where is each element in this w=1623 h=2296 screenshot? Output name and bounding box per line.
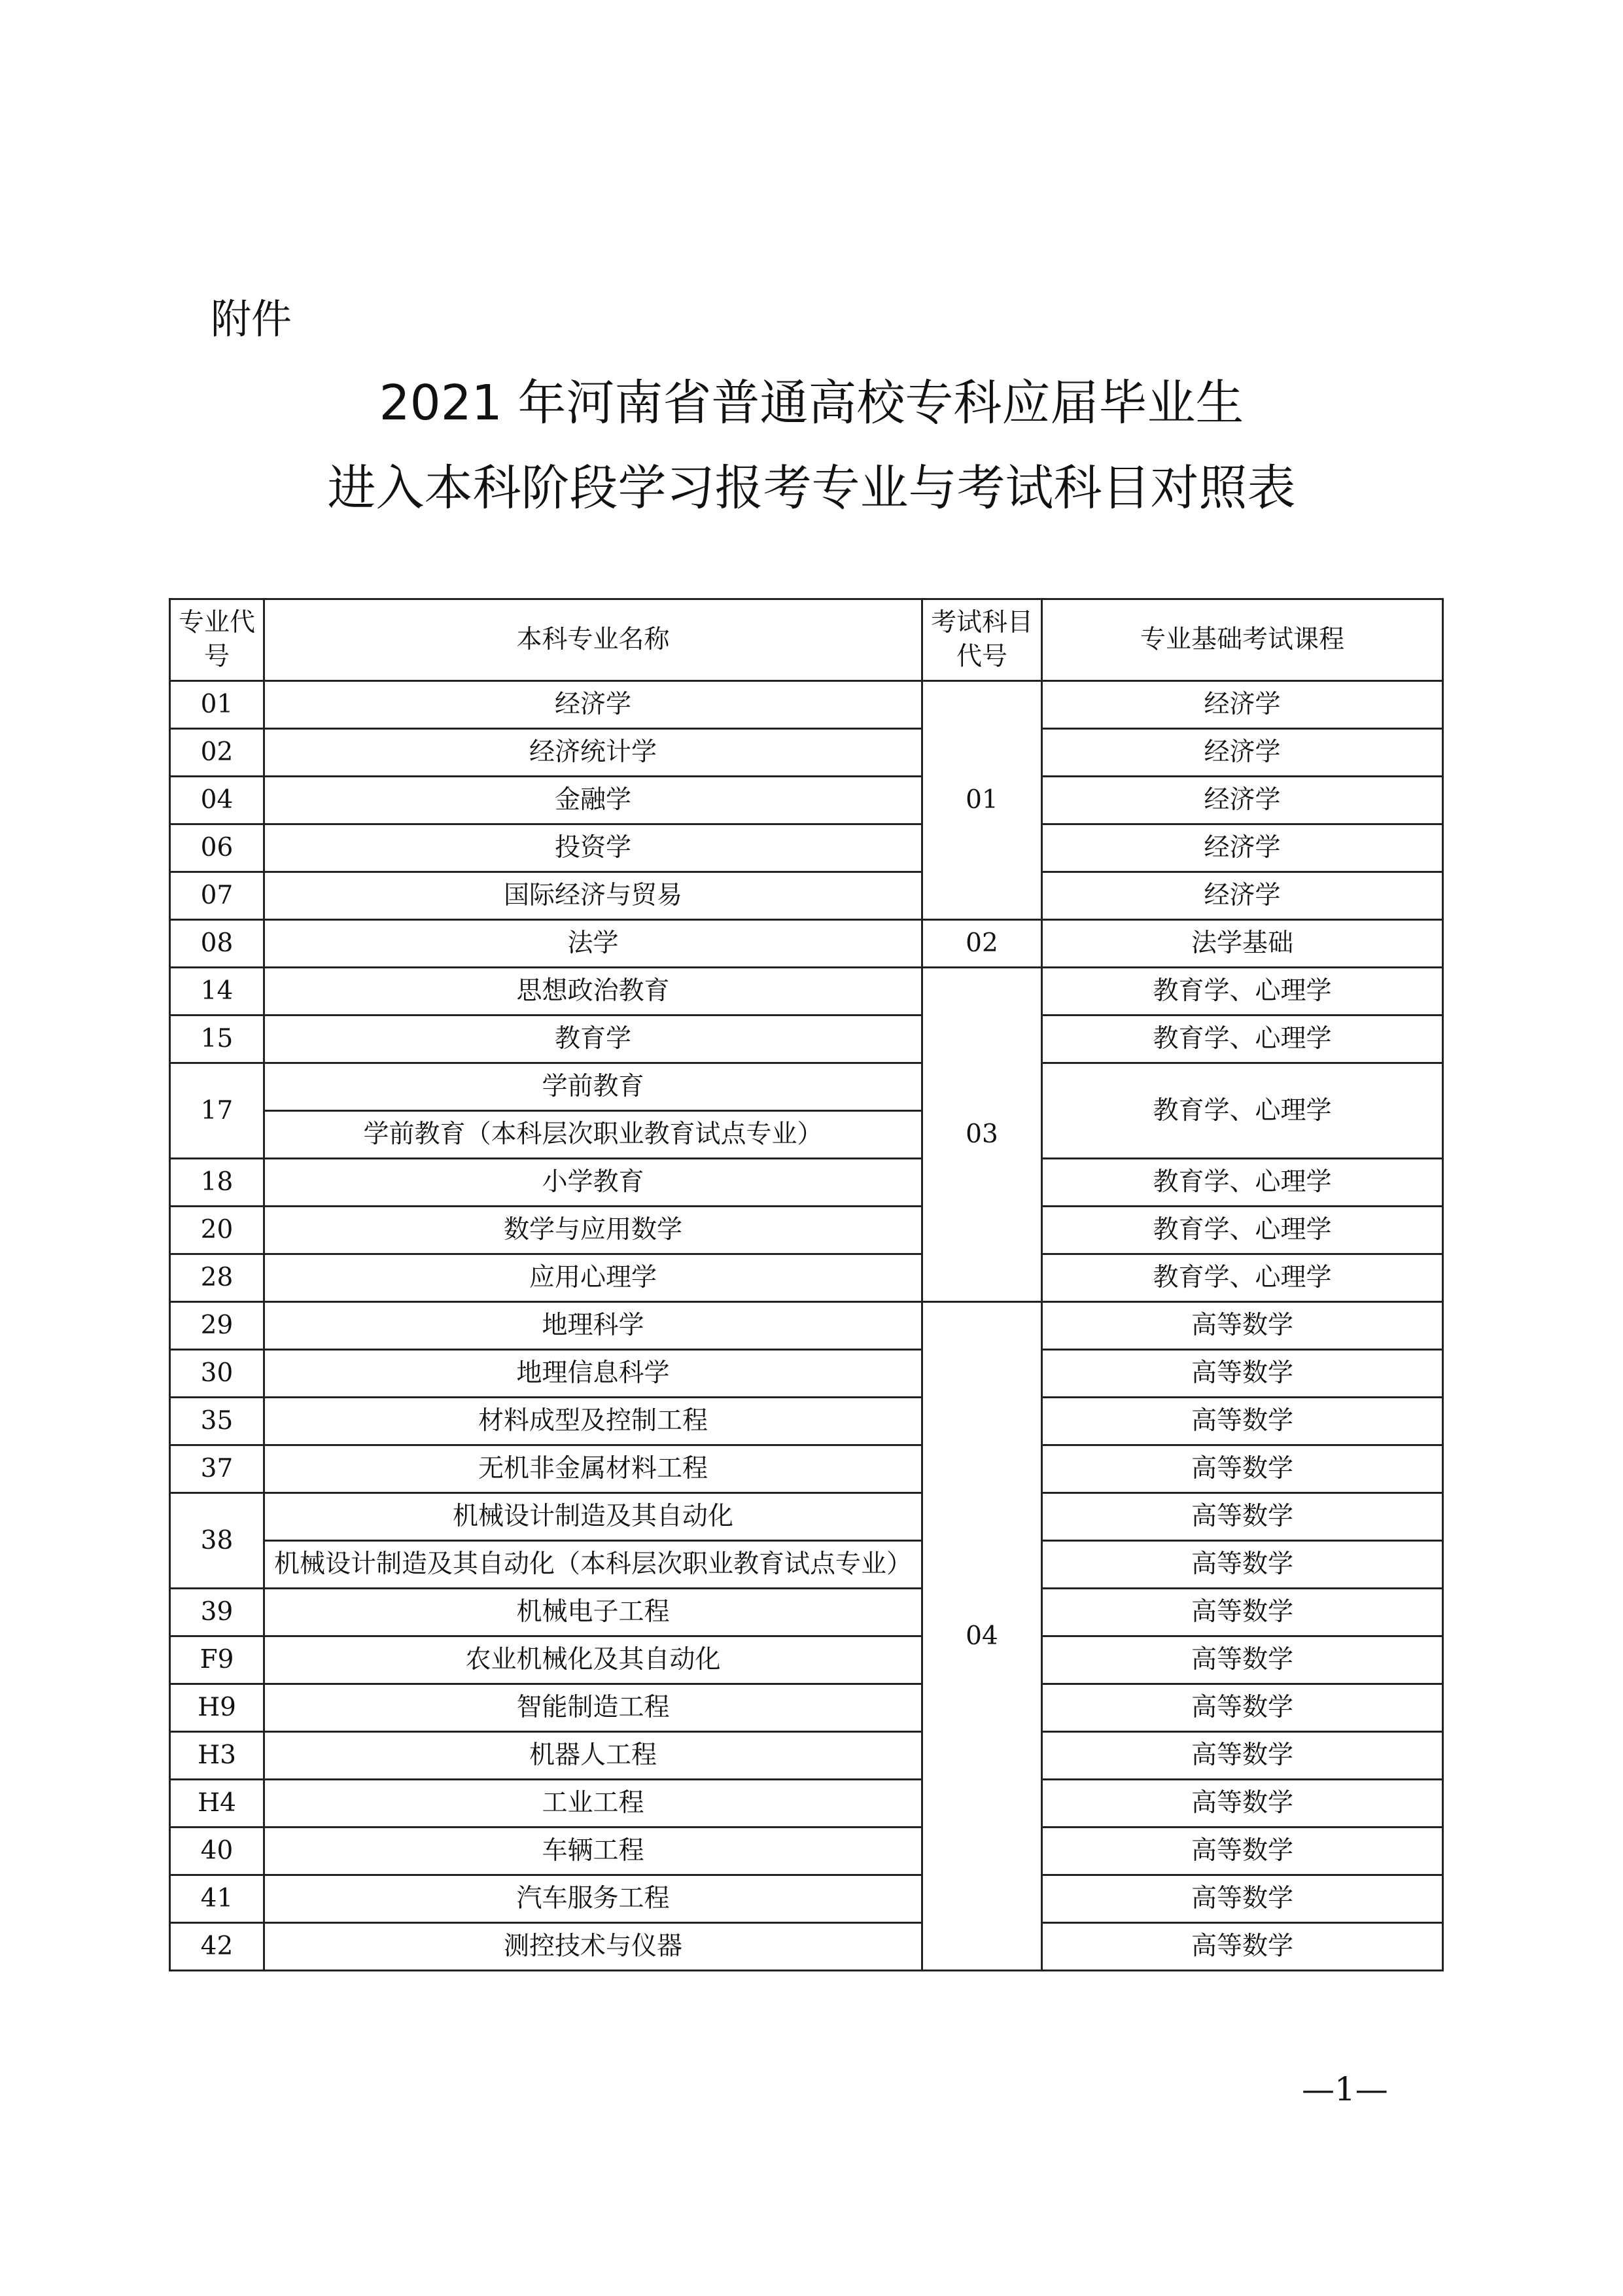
major-code: 01 xyxy=(170,681,264,729)
exam-course: 高等数学 xyxy=(1042,1732,1443,1780)
document-title-line1: 2021 年河南省普通高校专科应届毕业生 xyxy=(379,375,1244,431)
exam-course: 高等数学 xyxy=(1042,1923,1443,1971)
major-code: 38 xyxy=(170,1493,264,1589)
major-name: 地理科学 xyxy=(264,1302,922,1350)
major-name: 测控技术与仪器 xyxy=(264,1923,922,1971)
major-subject-table xyxy=(169,598,1444,1971)
major-name: 经济统计学 xyxy=(264,729,922,777)
major-code: 40 xyxy=(170,1828,264,1875)
exam-course: 教育学、心理学 xyxy=(1042,1159,1443,1207)
major-code: 04 xyxy=(170,777,264,824)
major-code: 30 xyxy=(170,1350,264,1398)
table-row xyxy=(170,1159,1443,1207)
major-code: F9 xyxy=(170,1636,264,1684)
header-subject-code: 考试科目代号 xyxy=(922,599,1042,681)
exam-course: 高等数学 xyxy=(1042,1875,1443,1923)
table-row xyxy=(170,1254,1443,1302)
table-row xyxy=(170,1875,1443,1923)
exam-course: 经济学 xyxy=(1042,729,1443,777)
major-code: 28 xyxy=(170,1254,264,1302)
major-code: 20 xyxy=(170,1207,264,1254)
exam-course: 教育学、心理学 xyxy=(1042,1254,1443,1302)
major-code: 15 xyxy=(170,1016,264,1063)
exam-course: 经济学 xyxy=(1042,681,1443,729)
table-row xyxy=(170,1063,1443,1111)
major-name: 思想政治教育 xyxy=(264,968,922,1016)
exam-course: 高等数学 xyxy=(1042,1684,1443,1732)
major-code: H4 xyxy=(170,1780,264,1828)
major-code: 35 xyxy=(170,1398,264,1445)
major-name: 金融学 xyxy=(264,777,922,824)
major-name: 学前教育 xyxy=(264,1063,922,1111)
exam-course: 高等数学 xyxy=(1042,1493,1443,1541)
attachment-label: 附件 xyxy=(211,295,292,343)
exam-course: 高等数学 xyxy=(1042,1398,1443,1445)
table-row xyxy=(170,1445,1443,1493)
table-row xyxy=(170,1016,1443,1063)
table-row xyxy=(170,1732,1443,1780)
table-row xyxy=(170,1684,1443,1732)
major-name: 数学与应用数学 xyxy=(264,1207,922,1254)
major-name: 机械设计制造及其自动化 xyxy=(264,1493,922,1541)
major-code: 02 xyxy=(170,729,264,777)
major-name: 机器人工程 xyxy=(264,1732,922,1780)
major-name: 机械电子工程 xyxy=(264,1589,922,1636)
header-name: 本科专业名称 xyxy=(264,599,922,681)
major-name: 农业机械化及其自动化 xyxy=(264,1636,922,1684)
exam-course: 经济学 xyxy=(1042,824,1443,872)
table-row xyxy=(170,824,1443,872)
major-code: 37 xyxy=(170,1445,264,1493)
major-name: 教育学 xyxy=(264,1016,922,1063)
major-name: 学前教育（本科层次职业教育试点专业） xyxy=(264,1111,922,1159)
major-name: 智能制造工程 xyxy=(264,1684,922,1732)
major-name: 汽车服务工程 xyxy=(264,1875,922,1923)
major-name: 投资学 xyxy=(264,824,922,872)
major-code: 42 xyxy=(170,1923,264,1971)
exam-course: 高等数学 xyxy=(1042,1828,1443,1875)
major-name: 法学 xyxy=(264,920,922,968)
exam-course: 高等数学 xyxy=(1042,1445,1443,1493)
table-row xyxy=(170,1923,1443,1971)
major-code: 08 xyxy=(170,920,264,968)
major-code: 39 xyxy=(170,1589,264,1636)
exam-course: 高等数学 xyxy=(1042,1589,1443,1636)
major-code: 14 xyxy=(170,968,264,1016)
major-code: 29 xyxy=(170,1302,264,1350)
exam-course: 法学基础 xyxy=(1042,920,1443,968)
exam-course: 经济学 xyxy=(1042,872,1443,920)
table-row xyxy=(170,1207,1443,1254)
table-row xyxy=(170,1302,1443,1350)
table-row xyxy=(170,1589,1443,1636)
major-code: H9 xyxy=(170,1684,264,1732)
table-row xyxy=(170,1828,1443,1875)
document-title-line2: 进入本科阶段学习报考专业与考试科目对照表 xyxy=(327,460,1296,516)
table-row xyxy=(170,1780,1443,1828)
table-row xyxy=(170,1493,1443,1541)
exam-course: 经济学 xyxy=(1042,777,1443,824)
major-name: 工业工程 xyxy=(264,1780,922,1828)
table-row xyxy=(170,729,1443,777)
major-code: 17 xyxy=(170,1063,264,1159)
major-code: 41 xyxy=(170,1875,264,1923)
exam-course: 教育学、心理学 xyxy=(1042,968,1443,1016)
major-code: 06 xyxy=(170,824,264,872)
major-name: 材料成型及控制工程 xyxy=(264,1398,922,1445)
major-name: 应用心理学 xyxy=(264,1254,922,1302)
table-row xyxy=(170,681,1443,729)
subject-code: 02 xyxy=(922,920,1042,968)
header-code: 专业代号 xyxy=(170,599,264,681)
exam-course: 教育学、心理学 xyxy=(1042,1207,1443,1254)
major-code: 18 xyxy=(170,1159,264,1207)
table-row xyxy=(170,872,1443,920)
major-name: 经济学 xyxy=(264,681,922,729)
exam-course: 高等数学 xyxy=(1042,1350,1443,1398)
header-course: 专业基础考试课程 xyxy=(1042,599,1443,681)
table-row xyxy=(170,1398,1443,1445)
page-number: —1— xyxy=(1302,2070,1388,2108)
exam-course: 高等数学 xyxy=(1042,1780,1443,1828)
table-row xyxy=(170,777,1443,824)
subject-code: 04 xyxy=(922,1302,1042,1971)
major-code: 07 xyxy=(170,872,264,920)
major-name: 小学教育 xyxy=(264,1159,922,1207)
table-header-row xyxy=(170,599,1443,681)
major-name: 车辆工程 xyxy=(264,1828,922,1875)
exam-course: 教育学、心理学 xyxy=(1042,1016,1443,1063)
subject-code: 01 xyxy=(922,681,1042,920)
major-name: 国际经济与贸易 xyxy=(264,872,922,920)
table-row xyxy=(170,1636,1443,1684)
exam-course: 高等数学 xyxy=(1042,1302,1443,1350)
major-name: 无机非金属材料工程 xyxy=(264,1445,922,1493)
table-row xyxy=(170,1541,1443,1589)
table-row xyxy=(170,920,1443,968)
major-name: 机械设计制造及其自动化（本科层次职业教育试点专业） xyxy=(264,1541,922,1589)
exam-course: 高等数学 xyxy=(1042,1636,1443,1684)
exam-course: 高等数学 xyxy=(1042,1541,1443,1589)
table-row xyxy=(170,1350,1443,1398)
exam-course: 教育学、心理学 xyxy=(1042,1063,1443,1159)
major-code: H3 xyxy=(170,1732,264,1780)
subject-code: 03 xyxy=(922,968,1042,1302)
table-row xyxy=(170,968,1443,1016)
major-name: 地理信息科学 xyxy=(264,1350,922,1398)
